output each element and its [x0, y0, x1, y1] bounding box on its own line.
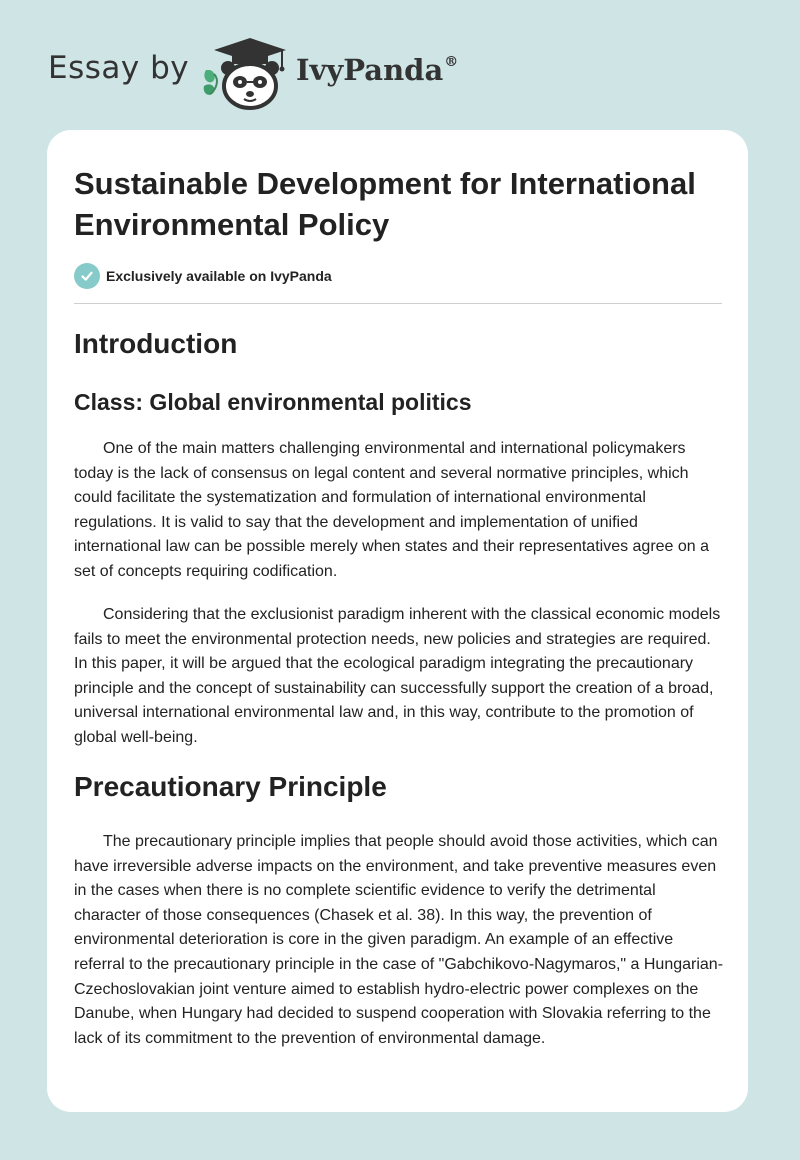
- title-divider: [74, 303, 722, 304]
- essay-title: Sustainable Development for International Environmental Policy: [74, 166, 696, 242]
- exclusive-badge-text: Exclusively available on IvyPanda: [106, 268, 332, 284]
- brand-name-text: IvyPanda: [296, 53, 444, 87]
- section-heading-introduction: Introduction: [74, 328, 238, 359]
- brand-name[interactable]: [296, 53, 458, 87]
- section-heading-precautionary-principle: Precautionary Principle: [74, 771, 387, 802]
- essay-card: [47, 130, 748, 1112]
- paragraph: Considering that the exclusionist paradigm inherent with the classical economic models fails to meet the environmental protection needs, new policies and strategies are required. In this paper, it will be argued that the ecological paradigm integrating the precautionary principle and the concept of sustainability can successfully support the creation of a broad, universal international environmental law and, in this way, contribute to the promotion of global well-being.: [74, 606, 721, 746]
- paragraph: The precautionary principle implies that people should avoid those activities, which can have irreversible adverse impacts on the environment, and take preventive measures even in the cases when there is no complete scientific evidence to verify the detrimental character of those consequences (Chasek et al. 38). In this way, the prevention of environmental deterioration is core in the given paradigm. An example of an effective referral to the precautionary principle in the case of "Gabchikovo-Nagymaros," a Hungarian-Czechoslovakian joint venture aimed to establish hydro-electric power complexes on the Danube, when Hungary had decided to suspend cooperation with Slovakia referring to the lack of its commitment to the prevention of environmental damage.: [74, 833, 724, 1047]
- ivypanda-logo-icon[interactable]: [202, 36, 294, 110]
- paragraph: One of the main matters challenging environmental and international policymakers today is the lack of consensus on legal content and several normative principles, which could facilitate the systematization and formulation of international environmental regulations. It is valid to say that the development and implementation of unified international law can be possible merely when states and their representatives agree on a set of concepts requiring codification.: [74, 440, 710, 580]
- class-subheading: Class: Global environmental politics: [74, 389, 472, 415]
- registered-mark: ®: [444, 54, 459, 70]
- essay-by-label: Essay by: [48, 50, 190, 86]
- checkmark-icon: [74, 263, 100, 289]
- site-header: [0, 0, 800, 120]
- exclusive-badge: [74, 262, 332, 290]
